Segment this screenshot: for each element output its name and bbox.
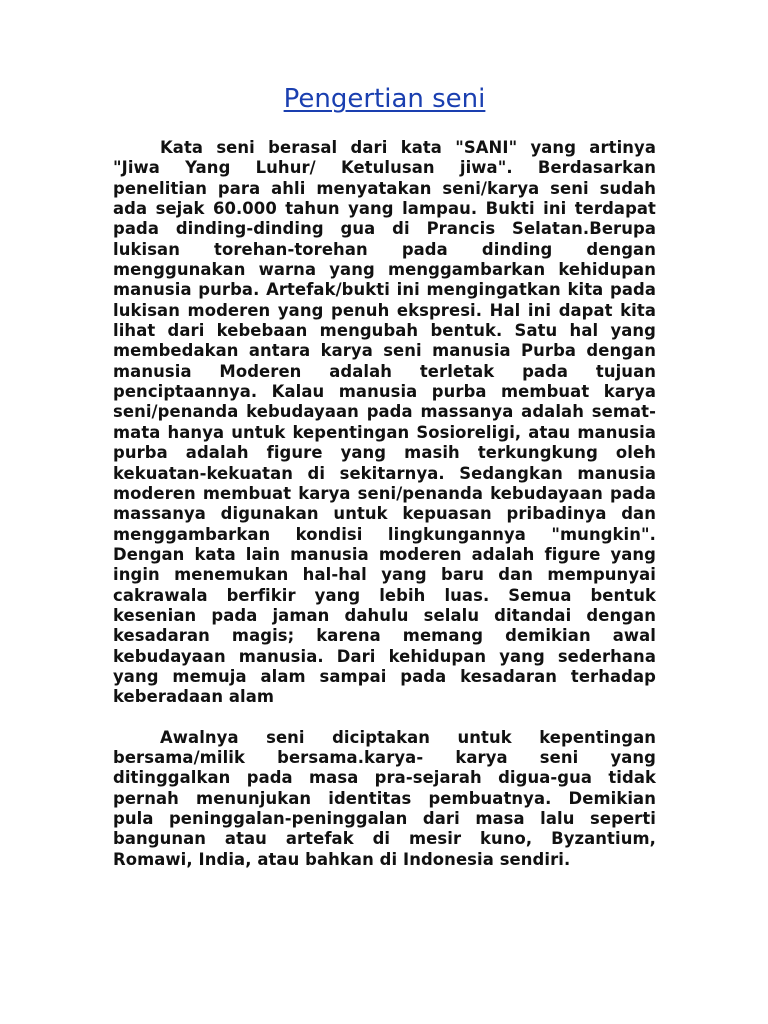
document-page bbox=[113, 82, 656, 870]
document-title: Pengertian seni bbox=[283, 84, 486, 114]
paragraph-definition: Kata seni berasal dari kata "SANI" yang artinya "Jiwa Yang Luhur/ Ketulusan jiwa". Berdasarkan penelitian para ahli menyatakan seni/karya seni sudah ada sejak 60.000 tahun yang lampau. Bukti ini terdapat pada dinding-dinding gua di Prancis Selatan.Berupa lukisan torehan-torehan pada dinding dengan menggunakan warna yang menggambarkan kehidupan manusia purba. Artefak/bukti ini mengingatkan kita pada lukisan moderen yang penuh ekspresi. Hal ini dapat kita lihat dari kebebaan mengubah bentuk. Satu hal yang membedakan antara karya seni manusia Purba dengan manusia Moderen adalah terletak pada tujuan penciptaannya. Kalau manusia purba membuat karya seni/penanda kebudayaan pada massanya adalah semat-mata hanya untuk kepentingan Sosioreligi, atau manusia purba adalah figure yang masih terkungkung oleh kekuatan-kekuatan di sekitarnya. Sedangkan manusia moderen membuat karya seni/penanda kebudayaan pada massanya digunakan untuk kepuasan pribadinya dan menggambarkan kondisi lingkungannya "mungkin". Dengan kata lain manusia moderen adalah figure yang ingin menemukan hal-hal yang baru dan mempunyai cakrawala berfikir yang lebih luas. Semua bentuk kesenian pada jaman dahulu selalu ditandai dengan kesadaran magis; karena memang demikian awal kebudayaan manusia. Dari kehidupan yang sederhana yang memuja alam sampai pada kesadaran terhadap keberadaan alam bbox=[113, 138, 656, 707]
paragraph-origin: Awalnya seni diciptakan untuk kepentingan bersama/milik bersama.karya- karya seni yang ditinggalkan pada masa pra-sejarah digua-gua tidak pernah menunjukan identitas pembuatnya. Demikian pula peninggalan-peninggalan dari masa lalu seperti bangunan atau artefak di mesir kuno, Byzantium, Romawi, India, atau bahkan di Indonesia sendiri. bbox=[113, 727, 656, 869]
